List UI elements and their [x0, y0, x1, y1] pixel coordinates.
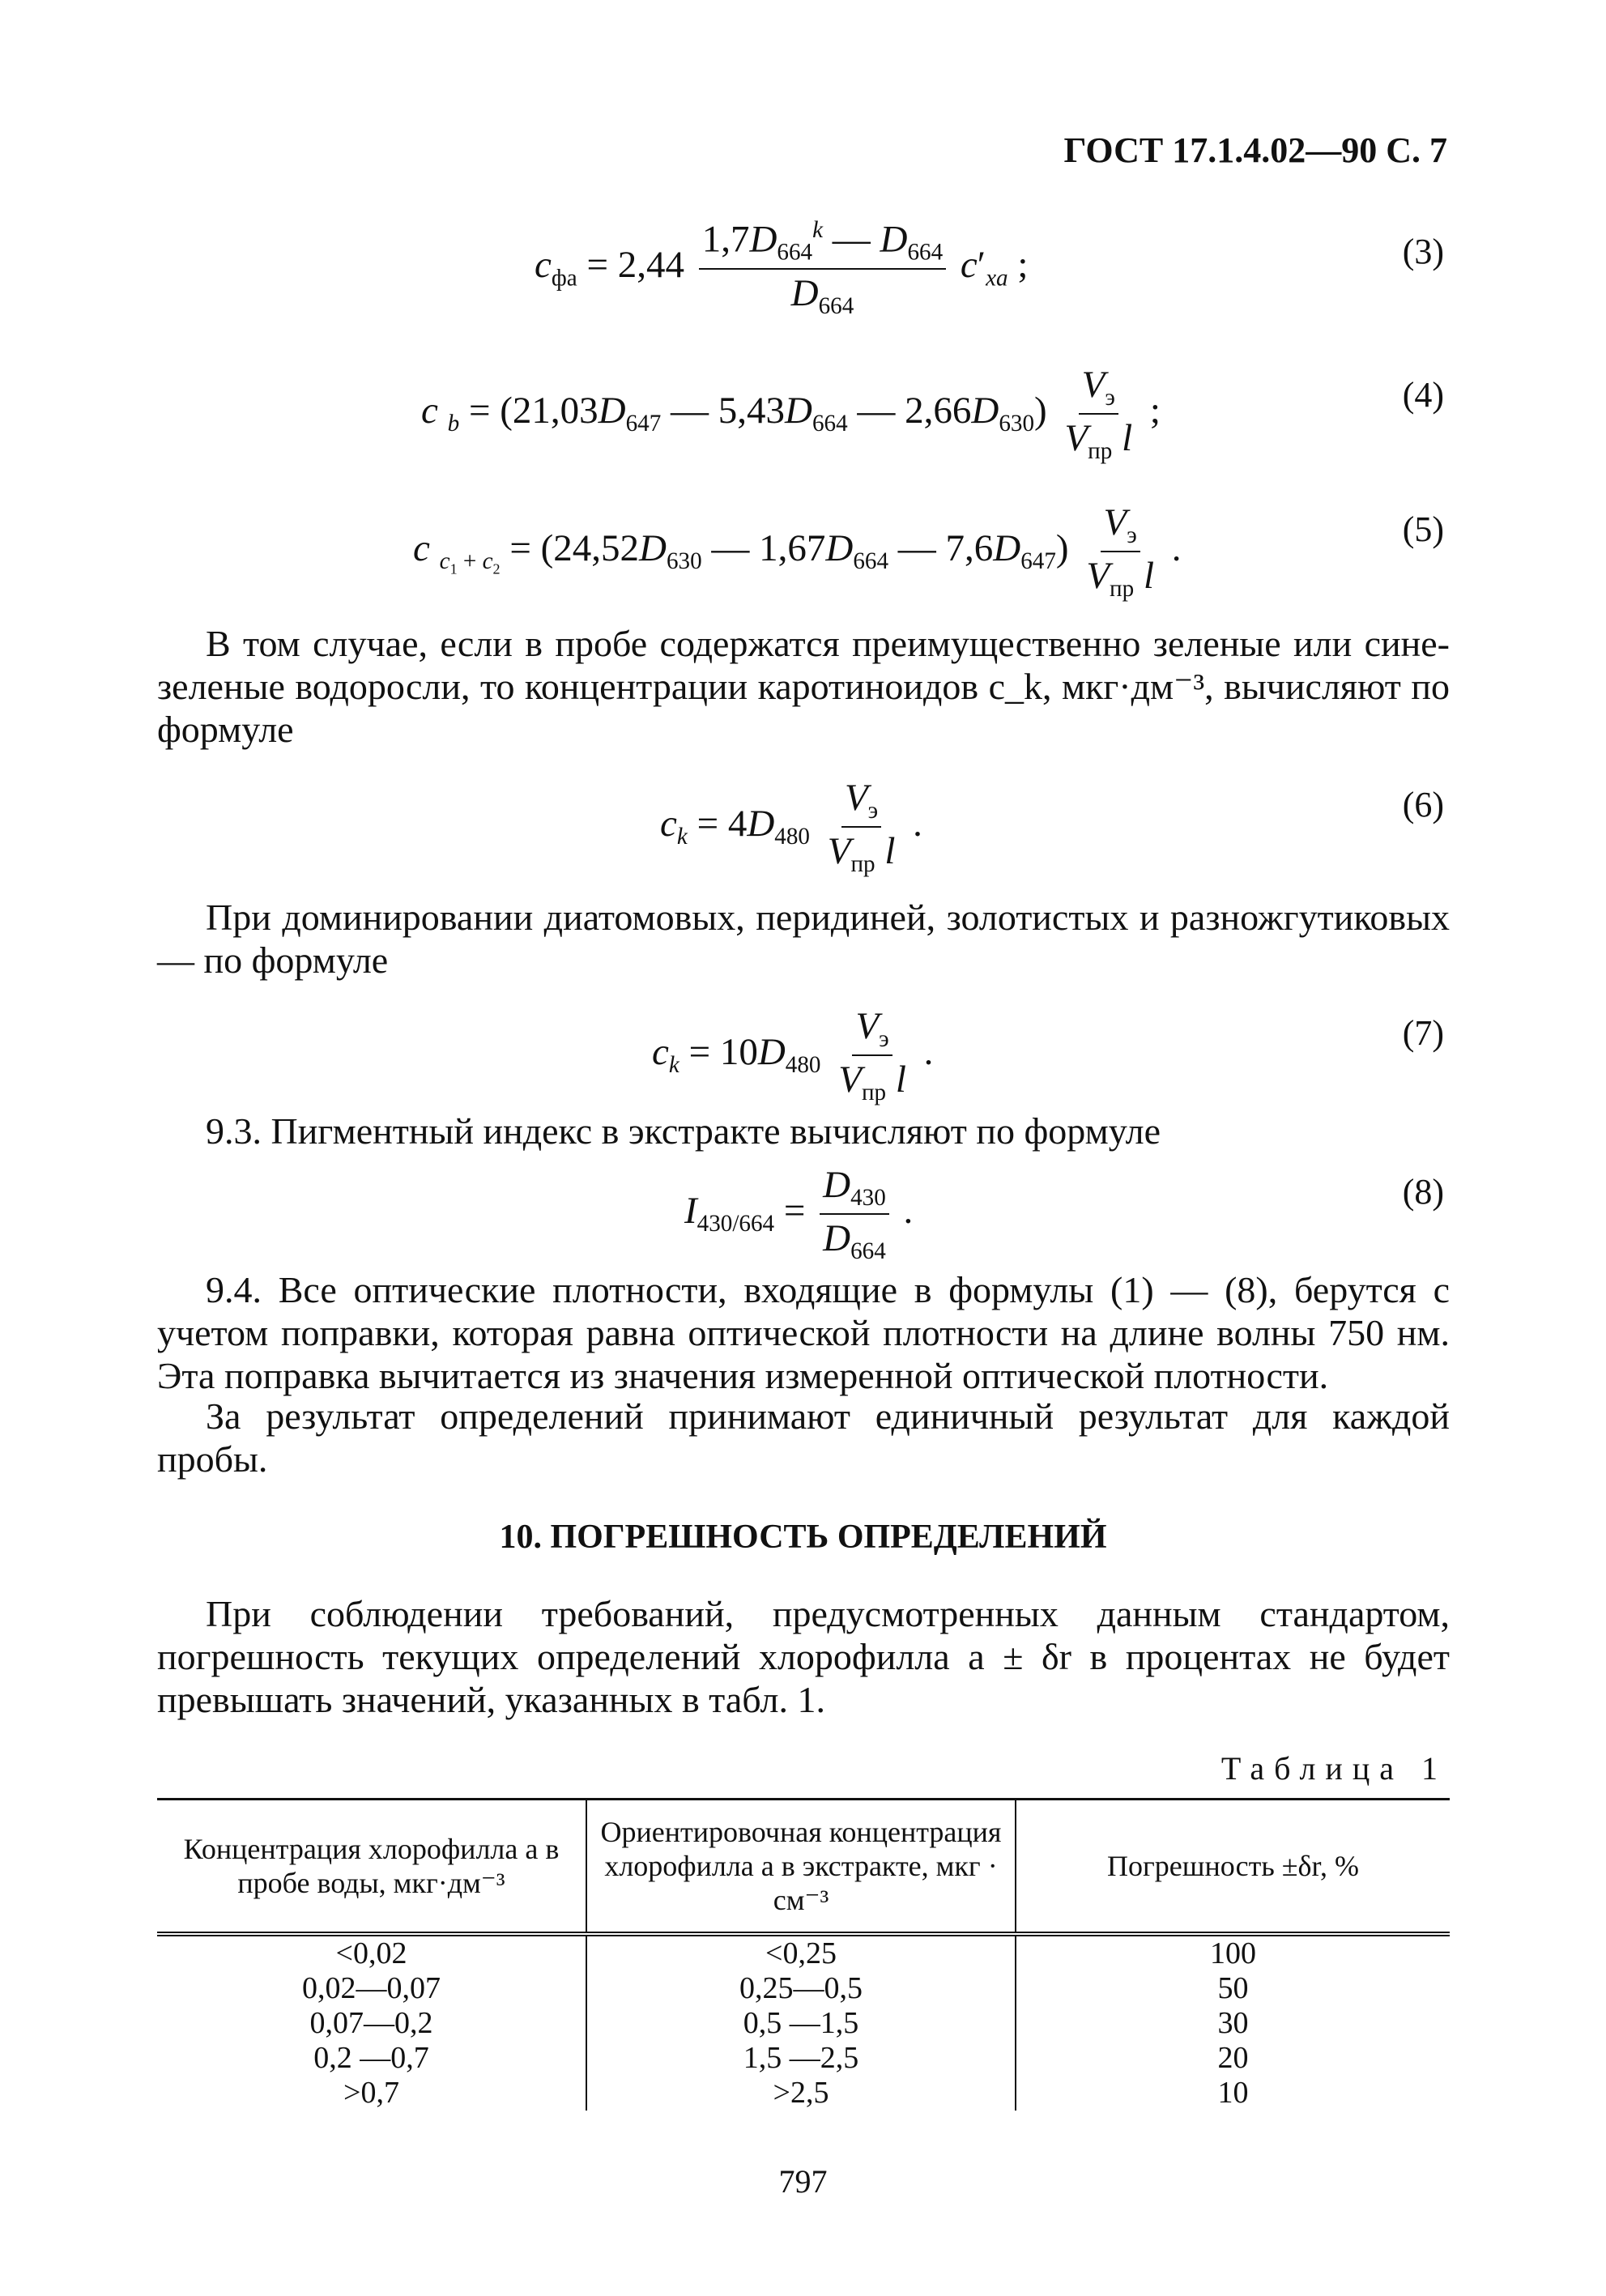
table-cell: >2,5	[586, 2076, 1016, 2111]
paragraph-error: При соблюдении требований, предусмотренных данным стандартом, погрешность текущих определений хлорофилла a ± δr в процентах не будет превышать значений, указанных в табл. 1.	[157, 1593, 1450, 1720]
table-cell: <0,25	[586, 1934, 1016, 1971]
equation-number-7: (7)	[1402, 1013, 1444, 1053]
table-row	[157, 1934, 1450, 1971]
table-cell: >0,7	[343, 2076, 399, 2110]
error-table	[157, 1798, 1450, 2111]
equation-4: c $_b = (21,03D_{647}$ — $5,43D_{664}$ — $2,66D_{630}$) $\frac{V_э}{V_{пр} l}$ ;	[421, 364, 1161, 465]
equation-number-5: (5)	[1402, 509, 1444, 549]
paragraph-carotenoids: В том случае, если в пробе содержатся преимущественно зеленые или сине-зеленые водоросли, то концентрации каротиноидов c_k, мкг·дм⁻³, вычисляют по формуле	[157, 623, 1450, 750]
equation-3: $c_{фа} = 2,44$ $\frac{1,7D_{664}^k — D_{664}}{D_{664}}$ $c'_{xa}$ ;	[535, 217, 1029, 319]
table-row	[157, 2041, 1450, 2076]
table-cell: 0,25—0,5	[586, 1971, 1016, 2006]
section-heading: 10. ПОГРЕШНОСТЬ ОПРЕДЕЛЕНИЙ	[499, 1519, 1107, 1556]
page-number: 797	[778, 2163, 828, 2200]
equation-number-6: (6)	[1402, 785, 1444, 824]
paragraph-pigment-index: 9.3. Пигментный индекс в экстракте вычисляют по формуле	[206, 1110, 1161, 1152]
paragraph-optical-density: 9.4. Все оптические плотности, входящие в формулы (1) — (8), берутся с учетом поправки, которая равна оптической плотности на длине волны 750 нм. Эта поправка вычитается из значения измеренной оптической плотности.	[157, 1269, 1450, 1396]
table-header-cell: Ориентировочная концентрация хлорофилла a в экстракте, мкг · см⁻³	[586, 1800, 1016, 1935]
table-cell: 20	[1016, 2041, 1450, 2076]
document-header: ГОСТ 17.1.4.02—90 С. 7	[1063, 130, 1447, 170]
equation-number-4: (4)	[1402, 375, 1444, 415]
table-cell: 10	[1016, 2076, 1450, 2111]
table-cell: 100	[1016, 1934, 1450, 1971]
paragraph-result: За результат определений принимают единичный результат для каждой пробы.	[157, 1395, 1450, 1480]
equation-number-3: (3)	[1402, 232, 1444, 271]
equation-7: $c_k = 10D_{480}$ $\frac{V_э}{V_{пр} l}$ .	[652, 1005, 934, 1106]
equation-8: $I_{430/664}$ = $\frac{D_{430}}{D_{664}}$ .	[684, 1164, 914, 1265]
table-cell: 0,07—0,2	[309, 2006, 433, 2040]
table-caption: Таблица 1	[1220, 1750, 1447, 1787]
table-cell: 0,2 —0,7	[313, 2041, 429, 2075]
table-cell: 0,02—0,07	[302, 1971, 441, 2005]
equation-6: $c_k = 4D_{480}$ $\frac{V_э}{V_{пр} l}$ .	[660, 777, 922, 878]
equation-5: c $_{c_1 + c_2} = (24,52D_{630}$ — $1,67D_{664}$ — $7,6D_{647}$) $\frac{V_э}{V_{пр} l}$ .	[413, 501, 1182, 603]
table-row	[157, 1971, 1450, 2006]
table-row	[157, 2076, 1450, 2111]
table-header-cell: Погрешность ±δr, %	[1016, 1800, 1450, 1935]
table-row	[157, 2006, 1450, 2041]
table-cell: 0,5 —1,5	[586, 2006, 1016, 2041]
table-cell: 30	[1016, 2006, 1450, 2041]
table-header-row	[157, 1800, 1450, 1935]
paragraph-diatoms: При доминировании диатомовых, перидиней, золотистых и разножгутиковых — по формуле	[157, 897, 1450, 981]
table-cell: <0,02	[157, 1934, 586, 1971]
table-cell: 50	[1016, 1971, 1450, 2006]
table-header-cell: Концентрация хлорофилла a в пробе воды, мкг·дм⁻³	[183, 1833, 560, 1899]
equation-number-8: (8)	[1402, 1172, 1444, 1212]
table-cell: 1,5 —2,5	[586, 2041, 1016, 2076]
